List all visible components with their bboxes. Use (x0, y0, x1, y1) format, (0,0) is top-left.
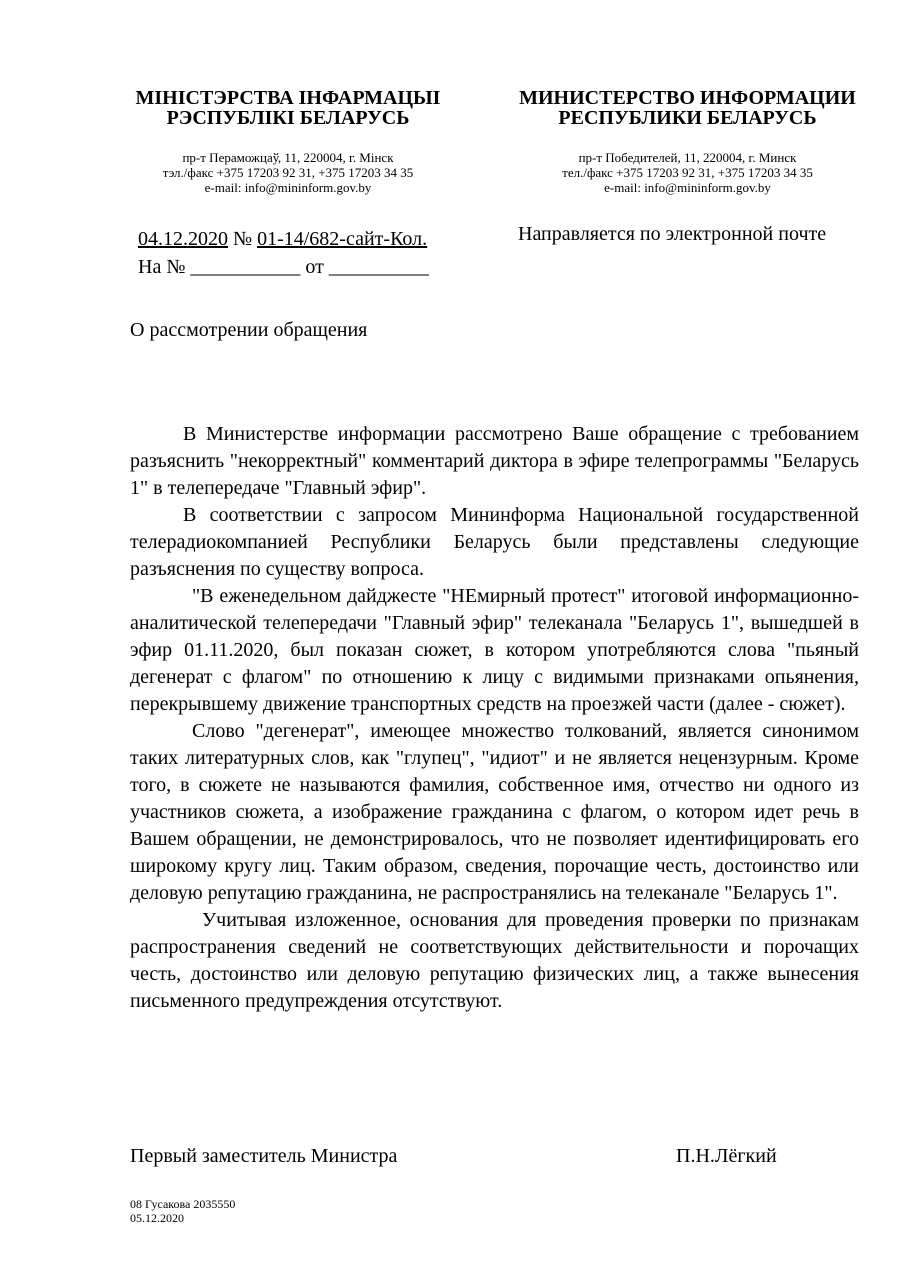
letterhead-ru (500, 88, 875, 195)
reply-label: На № (138, 256, 186, 278)
reference-number: 01-14/682-сайт-Кол. (257, 228, 428, 250)
body-paragraph-1: В Министерстве информации рассмотрено Ваше обращение с требованием разъяснить "некорректный" комментарий диктора в эфире телепрограммы "Беларусь 1" в телепередаче "Главный эфир". (130, 423, 859, 499)
letterhead-ru-phone: тел./факс +375 17203 92 31, +375 17203 34 35 (562, 165, 813, 180)
signature-position: Первый заместитель Министра (130, 1145, 398, 1167)
delivery-note: Направляется по электронной почте (518, 223, 827, 245)
reply-reference-line (138, 255, 429, 279)
letterhead-ru-email: e-mail: info@mininform.gov.by (604, 180, 771, 195)
letterhead-by (108, 88, 468, 195)
from-label: от (305, 256, 324, 278)
letter-body (130, 421, 859, 1015)
subject-line: О рассмотрении обращения (130, 319, 368, 341)
letterhead-by-title-line1: МІНІСТЭРСТВА ІНФАРМАЦЫІ (135, 87, 441, 109)
reference-line (138, 227, 427, 251)
letterhead-by-phone: тэл./факс +375 17203 92 31, +375 17203 34 35 (162, 165, 414, 180)
executor-date: 05.12.2020 (130, 1211, 184, 1225)
letterhead-by-email: e-mail: info@mininform.gov.by (204, 180, 372, 195)
body-paragraph-4: Слово "дегенерат", имеющее множество толкований, является синонимом таких литературных слов, как "глупец", "идиот" и не является нецензурным. Кроме того, в сюжете не называются фамилия, собственное имя, отчество ни одного из участников сюжета, а изображение гражданина с флагом, о котором идет речь в Вашем обращении, не демонстрировалось, что не позволяет идентифицировать его широкому кругу лиц. Таким образом, сведения, порочащие честь, достоинство или деловую репутацию гражданина, не распространялись на телеканале "Беларусь 1". (130, 720, 859, 904)
reference-date: 04.12.2020 (138, 228, 228, 250)
reply-blank: ___________ (190, 256, 301, 278)
letterhead-by-address: пр-т Пераможцаў, 11, 220004, г. Мiнск (182, 150, 394, 165)
executor-note (130, 1197, 235, 1225)
body-paragraph-3: "В еженедельном дайджесте "НЕмирный протест" итоговой информационно-аналитической телепередачи "Главный эфир" телеканала "Беларусь 1", вышедшей в эфир 01.11.2020, был показан сюжет, в котором употребляются слова "пьяный дегенерат с флагом" по отношению к лицу с видимыми признаками опьянения, перекрывшему движение транспортных средств на проезжей части (далее - сюжет). (130, 585, 859, 715)
from-blank: __________ (328, 256, 429, 278)
body-paragraph-2: В соответствии с запросом Мининформа Национальной государственной телерадиокомпанией Республики Беларусь были представлены следующие разъяснения по существу вопроса. (130, 504, 859, 580)
reference-number-sign: № (233, 228, 253, 250)
body-paragraph-5: Учитывая изложенное, основания для проведения проверки по признакам распространения сведений не соответствующих действительности и порочащих честь, достоинство или деловую репутацию физических лиц, а также вынесения письменного предупреждения отсутствуют. (130, 909, 859, 1012)
letterhead-ru-title-line1: МИНИСТЕРСТВО ИНФОРМАЦИИ (519, 87, 856, 109)
letterhead-ru-title-line2: РЕСПУБЛИКИ БЕЛАРУСЬ (558, 107, 817, 129)
signature-name: П.Н.Лёгкий (676, 1145, 777, 1167)
letterhead-ru-address: пр-т Победителей, 11, 220004, г. Минск (578, 150, 797, 165)
executor-name-phone: 08 Гусакова 2035550 (130, 1197, 236, 1211)
letterhead-by-title-line2: РЭСПУБЛІКІ БЕЛАРУСЬ (166, 107, 410, 129)
